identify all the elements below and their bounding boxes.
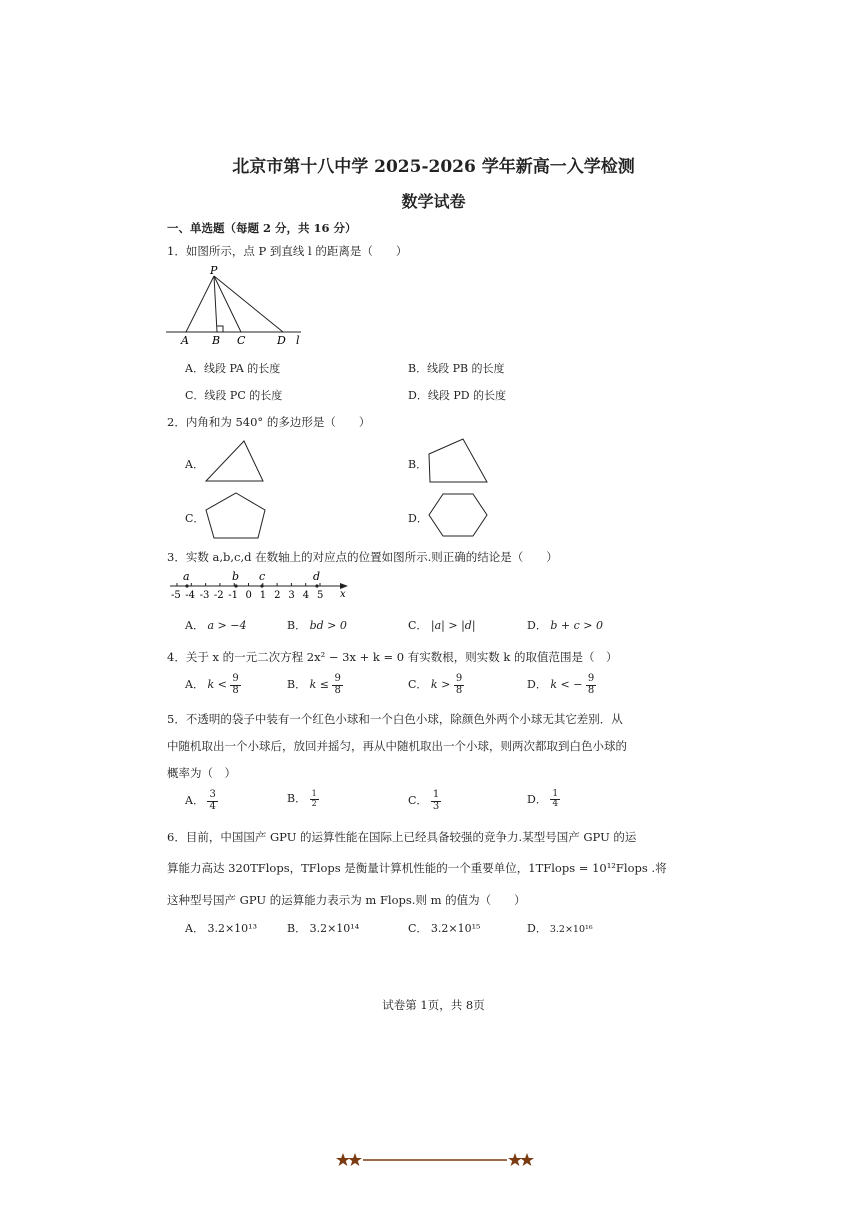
q6-d-value: 3.2×10¹⁶ bbox=[549, 924, 593, 935]
q1-figure bbox=[166, 264, 316, 346]
question-5-line3: 概率为（ ） bbox=[167, 766, 236, 780]
q5-c-den: 3 bbox=[432, 800, 440, 812]
q2-option-d: D． bbox=[408, 512, 428, 525]
q5-a-num: 3 bbox=[209, 789, 216, 800]
section-heading: 一、单选题（每题 2 分，共 16 分） bbox=[167, 221, 357, 235]
label-A: A bbox=[181, 334, 189, 346]
q2-option-c: C． bbox=[185, 512, 205, 525]
q6-option-b bbox=[287, 920, 359, 936]
q6-c-value: 3.2×10¹⁵ bbox=[430, 922, 481, 935]
q3-b-label: B． bbox=[287, 619, 307, 632]
question-6-line3: 这种型号国产 GPU 的运算能力表示为 m Flops.则 m 的值为（ ） bbox=[167, 893, 526, 907]
q4-c-num: 9 bbox=[455, 673, 463, 684]
tick-label: 1 bbox=[259, 590, 267, 601]
q4-a-expr: k < bbox=[207, 678, 227, 691]
q3-d-expr: b + c > 0 bbox=[550, 619, 603, 632]
q2-option-a: A． bbox=[185, 458, 204, 471]
q4-a-den: 8 bbox=[232, 684, 239, 696]
q4-d-fraction bbox=[586, 674, 596, 696]
ornament-divider bbox=[335, 1151, 535, 1169]
tick-label: -3 bbox=[199, 590, 210, 601]
q4-b-den: 8 bbox=[334, 684, 341, 696]
q6-a-value: 3.2×10¹³ bbox=[207, 922, 257, 935]
q1-option-d: D．线段 PD 的长度 bbox=[408, 389, 507, 402]
point-d bbox=[315, 584, 318, 587]
q2-quadrilateral bbox=[425, 436, 491, 486]
page-footer: 试卷第 1页，共 8页 bbox=[382, 998, 485, 1012]
q5-c-label: C． bbox=[408, 794, 428, 807]
q3-b-expr: bd > 0 bbox=[309, 619, 347, 632]
label-D: D bbox=[277, 334, 286, 346]
q6-d-label: D． bbox=[527, 922, 547, 935]
star-icon bbox=[508, 1153, 522, 1166]
letter-b: b bbox=[232, 570, 240, 583]
q4-a-label: A． bbox=[185, 678, 204, 691]
label-B: B bbox=[212, 334, 221, 346]
question-3-stem: 3．实数 a,b,c,d 在数轴上的对应点的位置如图所示.则正确的结论是（ ） bbox=[167, 550, 558, 564]
q4-option-b bbox=[287, 674, 343, 696]
q4-b-expr: k ≤ bbox=[309, 678, 329, 691]
q6-c-label: C． bbox=[408, 922, 428, 935]
tick-label: -2 bbox=[213, 590, 224, 601]
q4-c-label: C． bbox=[408, 678, 428, 691]
q6-option-a bbox=[185, 920, 257, 936]
q6-option-c bbox=[408, 920, 480, 936]
letter-a: a bbox=[183, 570, 190, 583]
q5-a-label: A． bbox=[185, 794, 204, 807]
point-b bbox=[234, 584, 237, 587]
point-c bbox=[260, 584, 263, 587]
q4-c-fraction bbox=[454, 674, 464, 696]
q4-c-expr: k > bbox=[430, 678, 451, 691]
q5-option-c bbox=[408, 790, 441, 812]
q3-option-d bbox=[527, 617, 603, 633]
label-l: l bbox=[296, 334, 300, 346]
tick-label: -4 bbox=[185, 590, 196, 601]
q1-option-c: C．线段 PC 的长度 bbox=[185, 389, 283, 402]
q5-d-den: 4 bbox=[552, 799, 559, 810]
q5-option-b bbox=[287, 790, 319, 808]
tick-label: 0 bbox=[245, 590, 252, 601]
q4-a-fraction bbox=[230, 674, 240, 696]
question-4-stem: 4．关于 x 的一元二次方程 2x² − 3x + k = 0 有实数根，则实数 k 的取值范围是（ ） bbox=[167, 650, 618, 664]
q3-number-line bbox=[166, 566, 356, 604]
q3-a-label: A． bbox=[185, 619, 204, 632]
question-6-line2: 算能力高达 320TFlops，TFlops 是衡量计算机性能的一个重要单位，1TFlops = 10¹²Flops .将 bbox=[167, 861, 667, 875]
q5-d-num: 1 bbox=[552, 789, 559, 799]
q5-c-fraction bbox=[431, 790, 441, 812]
q3-option-b bbox=[287, 617, 347, 633]
q4-d-den: 8 bbox=[587, 684, 595, 696]
q5-d-fraction bbox=[550, 790, 560, 810]
q4-b-fraction bbox=[332, 674, 342, 696]
page-title: 北京市第十八中学 2025-2026 学年新高一入学检测 bbox=[232, 157, 635, 177]
q3-c-expr: |a| > |d| bbox=[430, 619, 476, 632]
q1-option-a: A．线段 PA 的长度 bbox=[185, 362, 281, 375]
star-icon bbox=[520, 1153, 534, 1166]
q4-option-a bbox=[185, 674, 241, 696]
q2-option-b: B． bbox=[408, 458, 428, 471]
question-6-line1: 6．目前，中国国产 GPU 的运算性能在国际上已经具备较强的竞争力.某型号国产 GPU 的运 bbox=[167, 830, 637, 844]
q2-hexagon bbox=[425, 491, 491, 539]
q5-option-a bbox=[185, 790, 218, 812]
star-icon bbox=[348, 1153, 362, 1166]
q5-a-fraction bbox=[207, 790, 217, 812]
q5-b-num: 1 bbox=[311, 789, 317, 799]
q3-c-label: C． bbox=[408, 619, 428, 632]
question-5-line1: 5．不透明的袋子中装有一个红色小球和一个白色小球，除颜色外两个小球无其它差别．从 bbox=[167, 712, 623, 726]
q6-a-label: A． bbox=[185, 922, 204, 935]
question-2-stem: 2．内角和为 540° 的多边形是（ ） bbox=[167, 415, 371, 429]
q3-option-a bbox=[185, 617, 246, 633]
q2-pentagon bbox=[203, 490, 269, 542]
q4-option-d bbox=[527, 674, 596, 696]
tick-label: 3 bbox=[288, 590, 295, 601]
question-1-stem: 1．如图所示，点 P 到直线 l 的距离是（ ） bbox=[167, 244, 408, 258]
tick-label: 4 bbox=[302, 590, 310, 601]
q3-a-expr: a > −4 bbox=[207, 619, 247, 632]
q3-d-label: D． bbox=[527, 619, 547, 632]
q6-b-value: 3.2×10¹⁴ bbox=[309, 922, 360, 935]
letter-c: c bbox=[259, 570, 266, 583]
q4-d-expr: k < − bbox=[550, 678, 583, 691]
tick-label: -1 bbox=[228, 590, 238, 601]
q3-option-c bbox=[408, 617, 476, 633]
letter-d: d bbox=[313, 570, 321, 583]
q2-triangle bbox=[203, 438, 267, 486]
q5-b-label: B． bbox=[287, 792, 307, 805]
q6-option-d bbox=[527, 920, 593, 936]
question-5-line2: 中随机取出一个小球后，放回并摇匀，再从中随机取出一个小球，则两次都取到白色小球的 bbox=[167, 739, 627, 753]
page-subtitle: 数学试卷 bbox=[401, 192, 466, 211]
point-a bbox=[185, 584, 188, 587]
q5-a-den: 4 bbox=[209, 800, 216, 812]
q6-b-label: B． bbox=[287, 922, 307, 935]
q4-option-c bbox=[408, 674, 464, 696]
label-C: C bbox=[237, 334, 246, 346]
q5-c-num: 1 bbox=[432, 789, 440, 800]
letter-x: x bbox=[340, 589, 346, 600]
q4-d-num: 9 bbox=[587, 673, 595, 684]
q1-option-b: B．线段 PB 的长度 bbox=[408, 362, 505, 375]
label-P: P bbox=[210, 264, 218, 277]
q5-option-d bbox=[527, 790, 560, 810]
q5-b-fraction bbox=[310, 790, 319, 808]
q4-c-den: 8 bbox=[455, 684, 463, 696]
star-icon bbox=[336, 1153, 350, 1166]
q5-b-den: 2 bbox=[311, 798, 317, 808]
tick-label: 5 bbox=[317, 590, 324, 601]
q4-b-label: B． bbox=[287, 678, 307, 691]
q4-b-num: 9 bbox=[334, 673, 341, 684]
q4-a-num: 9 bbox=[232, 673, 239, 684]
q4-d-label: D． bbox=[527, 678, 547, 691]
tick-label: 2 bbox=[274, 590, 281, 601]
q5-d-label: D． bbox=[527, 792, 547, 806]
tick-label: -5 bbox=[171, 590, 181, 601]
